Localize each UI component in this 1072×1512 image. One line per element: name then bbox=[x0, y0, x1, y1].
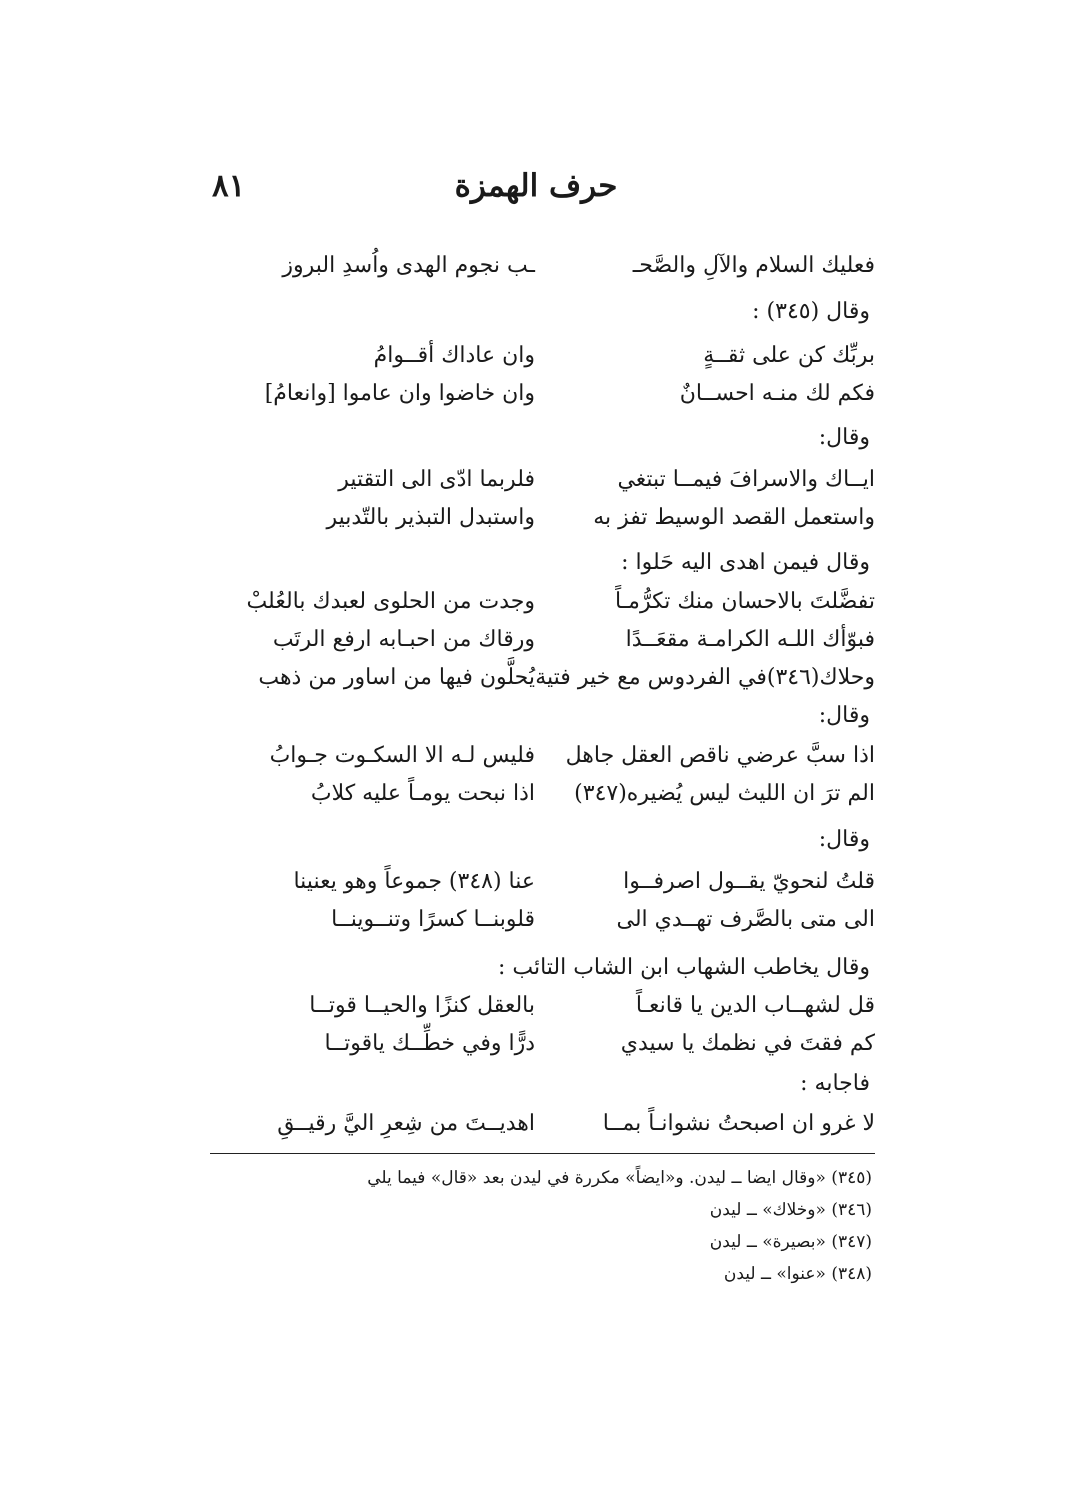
verse-first-hemistich: قلتُ لنحويّ يقــول اصرفــوا bbox=[623, 869, 875, 894]
verse-second-hemistich: فليس لـه الا السكـوت جـوابُ bbox=[269, 743, 535, 768]
footnote-divider bbox=[210, 1153, 875, 1154]
section-heading: وقال: bbox=[818, 827, 870, 852]
verse-second-hemistich: فلربما ادّى الى التقتير bbox=[338, 467, 535, 492]
verse-second-hemistich: عنا (٣٤٨) جموعاً وهو يعنينا bbox=[293, 869, 535, 894]
verse-second-hemistich: واستبدل التبذير بالتّدبير bbox=[326, 505, 535, 530]
section-heading: وقال فيمن اهدى اليه حَلوا : bbox=[621, 550, 870, 575]
verse-second-hemistich: وجدت من الحلوى لعبدك بالعُلبْ bbox=[246, 589, 535, 614]
verse-first-hemistich: كم فقتَ في نظمك يا سيدي bbox=[620, 1031, 875, 1056]
verse-first-hemistich: بربِّك كن على ثقــةٍ bbox=[703, 343, 875, 368]
verse-first-hemistich: لا غرو ان اصبحتُ نشوانـاً بمــا bbox=[602, 1111, 875, 1136]
verse-second-hemistich: وان خاضوا وان عاموا [وانعامُ] bbox=[264, 381, 535, 406]
verse-second-hemistich: يُحلَّون فيها من اساور من ذهب bbox=[258, 665, 535, 690]
verse-second-hemistich: وان عاداك أقــوامُ bbox=[373, 343, 535, 368]
verse-second-hemistich: قلوبنــا كسرًا وتنــوينــا bbox=[331, 907, 535, 932]
page-title: حرف الهمزة bbox=[454, 168, 618, 204]
verse-first-hemistich: الم ترَ ان الليث ليس يُضيره(٣٤٧) bbox=[574, 781, 875, 806]
verse-second-hemistich: ورقاك من احبـابه ارفع الرتَب bbox=[272, 627, 535, 652]
verse-first-hemistich: اذا سبَّ عرضي ناقص العقل جاهل bbox=[565, 743, 875, 768]
verse-second-hemistich: درًّا وفي خطِّــك ياقوتــا bbox=[324, 1031, 535, 1056]
verse-first-hemistich: فعليك السلام والآلِ والصَّحـ bbox=[632, 253, 875, 278]
section-heading: وقال (٣٤٥) : bbox=[752, 299, 870, 324]
verse-first-hemistich: ايــاك والاسرافَ فيمــا تبتغي bbox=[617, 467, 875, 492]
verse-second-hemistich: اهديــتَ من شِعرِ اليَّ رقيــقِ bbox=[277, 1111, 535, 1136]
footnote: (٣٤٦) «وخلاك» ــ ليدن bbox=[709, 1200, 872, 1220]
verse-second-hemistich: ـب نجوم الهدى واُسدِ البروز bbox=[282, 253, 535, 278]
verse-first-hemistich: واستعمل القصد الوسيط تفز به bbox=[593, 505, 875, 530]
section-heading: وقال: bbox=[818, 703, 870, 728]
footnote: (٣٤٥) «وقال ايضا ــ ليدن. و«ايضاً» مكررة في ليدن بعد «قال» فيما يلي bbox=[367, 1168, 872, 1188]
verse-first-hemistich: الى متى بالصَّرف تهــدي الى bbox=[616, 907, 875, 932]
verse-first-hemistich: قل لشهــاب الدين يا قانعـاً bbox=[635, 993, 875, 1018]
section-heading: فاجابه : bbox=[800, 1071, 870, 1096]
verse-first-hemistich: فكم لك منـه احســانٌ bbox=[679, 381, 875, 406]
verse-second-hemistich: اذا نبحت يومـاً عليه كلابُ bbox=[310, 781, 535, 806]
footnote: (٣٤٨) «عنوا» ــ ليدن bbox=[723, 1264, 872, 1284]
section-heading: وقال يخاطب الشهاب ابن الشاب التائب : bbox=[497, 955, 870, 980]
page-number: ٨١ bbox=[212, 168, 246, 204]
verse-first-hemistich: فبوّأك اللـه الكرامـة مقعَــدًا bbox=[625, 627, 875, 652]
verse-second-hemistich: بالعقل كنزًا والحيــا قوتــا bbox=[309, 993, 535, 1018]
footnote: (٣٤٧) «بصيرة» ــ ليدن bbox=[709, 1232, 872, 1252]
verse-first-hemistich: وحلاك(٣٤٦)في الفردوس مع خير فتية bbox=[535, 665, 875, 690]
verse-first-hemistich: تفضَّلتَ بالاحسان منك تكرُّمـاً bbox=[615, 589, 875, 614]
section-heading: وقال: bbox=[818, 425, 870, 450]
